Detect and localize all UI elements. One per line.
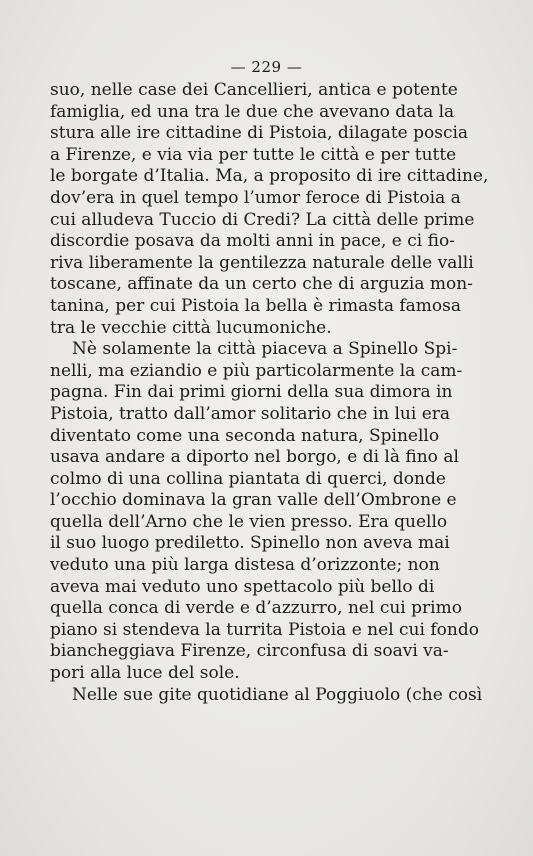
text-line: piano si stendeva la turrita Pistoia e nel cui fondo	[50, 619, 479, 640]
text-line: Pistoia, tratto dall’amor solitario che in lui era	[50, 403, 451, 424]
text-line: dov’era in quel tempo l’umor feroce di Pistoia a	[50, 187, 461, 208]
text-line: diventato come una seconda natura, Spinello	[50, 425, 440, 446]
text-line: usava andare a diporto nel borgo, e di là fino al	[50, 447, 459, 468]
text-line: tra le vecchie città lucumoniche.	[50, 317, 332, 338]
text-line: quella conca di verde e d’azzurro, nel cui primo	[50, 598, 462, 619]
text-line: l’occhio dominava la gran valle dell’Ombrone e	[50, 490, 457, 511]
text-line: stura alle ire cittadine di Pistoia, dilagate poscia	[50, 123, 469, 144]
text-line: toscane, affinate da un certo che di arguzia mon-	[50, 274, 473, 295]
text-line: suo, nelle case dei Cancellieri, antica e potente	[50, 80, 458, 100]
text-line: pagna. Fin dai primi giorni della sua dimora in	[50, 382, 453, 403]
text-line: riva liberamente la gentilezza naturale delle valli	[50, 252, 474, 273]
text-line: tanina, per cui Pistoia la bella è rimasta famosa	[50, 295, 462, 316]
text-line: famiglia, ed una tra le due che avevano data la	[50, 101, 455, 122]
text-line: veduto una più larga distesa d’orizzonte; non	[50, 555, 440, 576]
text-line: nelli, ma eziandio e più particolarmente la cam-	[50, 360, 463, 381]
text-line: cui alludeva Tuccio di Credi? La città delle prime	[50, 209, 475, 230]
page-number: — 229 —	[230, 58, 303, 76]
text-line: biancheggiava Firenze, circonfusa di soavi va-	[50, 641, 449, 662]
text-line: le borgate d’Italia. Ma, a proposito di ire cittadine,	[50, 166, 489, 187]
text-line: quella dell’Arno che le vien presso. Era quello	[50, 511, 448, 532]
paragraph-first-line: Nè solamente la città piaceva a Spinello Spi-	[72, 339, 458, 360]
text-line: il suo luogo prediletto. Spinello non aveva mai	[50, 533, 450, 554]
text-line: discordie posava da molti anni in pace, e ci fio-	[50, 231, 455, 252]
text-line: pori alla luce del sole.	[50, 663, 240, 684]
text-line: colmo di una collina piantata di querci, donde	[50, 468, 446, 489]
text-line: a Firenze, e via via per tutte le città e per tutte	[50, 144, 457, 165]
body-text	[50, 80, 489, 706]
text-line: aveva mai veduto uno spettacolo più bello di	[50, 576, 435, 597]
paragraph-first-line: Nelle sue gite quotidiane al Poggiuolo (che così	[72, 684, 483, 705]
